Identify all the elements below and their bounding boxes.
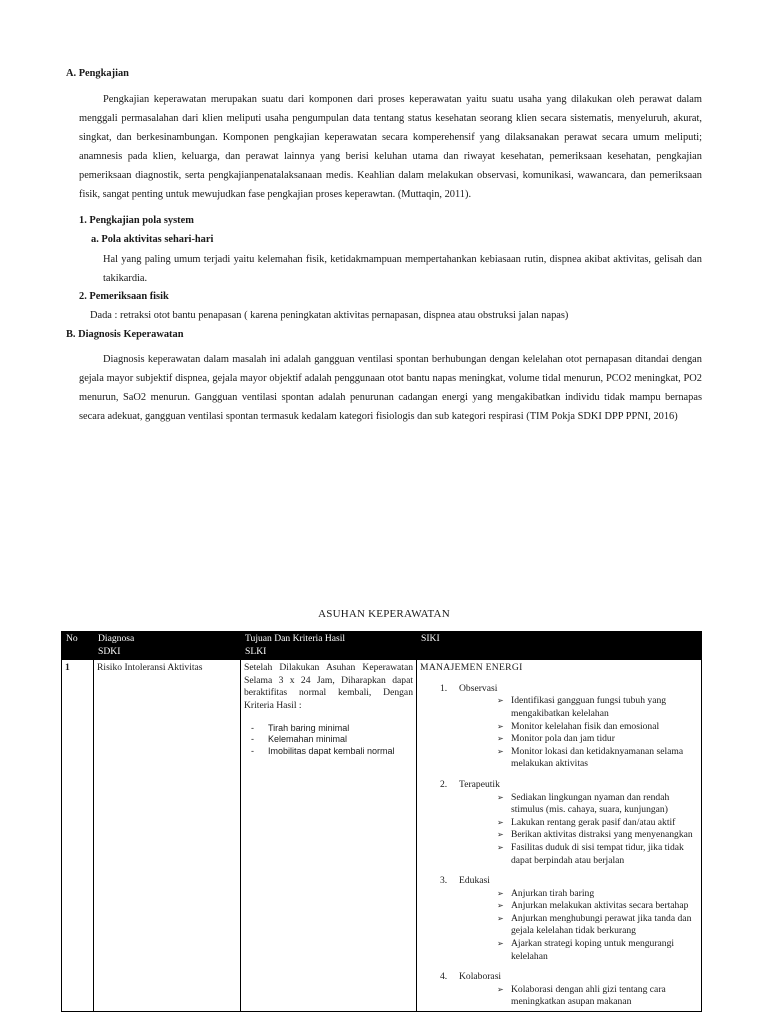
row-diagnosa: Risiko Intoleransi Aktivitas xyxy=(94,660,241,1012)
item-1a-heading: a. Pola aktivitas sehari-hari xyxy=(91,234,214,245)
header-tujuan xyxy=(241,632,417,660)
section-a-paragraph: Pengkajian keperawatan merupakan suatu dari komponen dari proses keperawatan yaitu suatu usaha yang dilakukan oleh perawat dalam menggali permasalahan dari klien meliputi usaha pengumpulan data tentang status kesehatan seorang klien secara sistematis, menyeluruh, akurat, singkat, dan berkesinambungan. Komponen pengkajian keperawatan secara komperehensif yang dilaksanakan perawat secara umum meliputi; anamnesis pada klien, keluarga, dan perawat lainnya yang berisi keluhan utama dan riwayat kesehatan, pemeriksaan kesehatan, pengkajian pemeriksaan diagnostik, serta pengkajianpenatalaksanaan medis. Keahlian dalam melakukan observasi, komunikasi, wawancara, dan pemeriksaan fisik, sangat penting untuk mewujudkan fase pengkajian proses keperawtan. (Muttaqin, 2011). xyxy=(79,94,702,200)
siki-action-text: Berikan aktivitas distraksi yang menyenangkan xyxy=(511,829,693,841)
list-item xyxy=(497,721,698,734)
section-a-title: A. Pengkajian xyxy=(66,68,129,79)
siki-action-text: Ajarkan strategi koping untuk mengurangi kelelahan xyxy=(511,938,675,962)
list-item xyxy=(497,695,698,720)
criteria-text: Kelemahan minimal xyxy=(268,734,348,745)
siki-category-number: 1. xyxy=(440,682,448,694)
siki-category-label: Observasi xyxy=(459,682,498,694)
header-diagnosa-line1: Diagnosa xyxy=(98,633,135,644)
section-b-title: B. Diagnosis Keperawatan xyxy=(66,329,184,340)
siki-action-text: Anjurkan menghubungi perawat jika tanda dan gejala kelelahan tidak berkurang xyxy=(511,912,692,937)
siki-action-list xyxy=(442,792,698,868)
header-diagnosa xyxy=(94,632,241,660)
arrow-bullet-icon: ➢ xyxy=(497,984,504,994)
item-2-heading: 2. Pemeriksaan fisik xyxy=(79,291,169,302)
siki-category xyxy=(420,875,698,963)
siki-action-list xyxy=(442,888,698,964)
siki-category xyxy=(420,683,698,771)
arrow-bullet-icon: ➢ xyxy=(497,939,504,949)
siki-category xyxy=(420,971,698,1009)
list-item xyxy=(497,817,698,830)
siki-category-label: Kolaborasi xyxy=(459,971,502,983)
siki-category-label: Terapeutik xyxy=(459,778,500,790)
siki-category-number: 4. xyxy=(440,971,448,983)
list-item xyxy=(497,842,698,867)
criteria-text: Imobilitas dapat kembali normal xyxy=(268,745,395,756)
list-item xyxy=(497,829,698,842)
siki-category xyxy=(420,779,698,867)
criteria-list xyxy=(244,723,413,758)
header-tujuan-line1: Tujuan Dan Kriteria Hasil xyxy=(245,633,346,644)
siki-categories xyxy=(420,683,698,1009)
arrow-bullet-icon: ➢ xyxy=(497,696,504,706)
list-item xyxy=(497,900,698,913)
slki-text: Setelah Dilakukan Asuhan Keperawatan Selama 3 x 24 Jam, Diharapkan dapat beraktifitas normal kembali, Dengan Kriteria Hasil : xyxy=(244,662,413,711)
section-b-paragraph: Diagnosis keperawatan dalam masalah ini adalah gangguan ventilasi spontan berhubungan dengan kelelahan otot pernapasan ditandai dengan gejala mayor subjektif dispnea, gejala mayor objektif adalah penggunaan otot bantu napas meningkat, volume tidal menurun, PCO2 meningkat, PO2 menurun, SaO2 menurun. Gangguan ventilasi spontan adalah penurunan cadangan energi yang mengakibatkan individu tidak mampu bernapas secara adekuat, gangguan ventilasi spontan termasuk kedalam kategori fisiologis dan sub kategori respirasi (TIM Pokja SDKI DPP PPNI, 2016) xyxy=(79,354,702,422)
row-slki xyxy=(241,660,417,1012)
table-row xyxy=(62,660,702,1012)
arrow-bullet-icon: ➢ xyxy=(497,913,504,923)
siki-heading: MANAJEMEN ENERGI xyxy=(420,662,523,674)
siki-action-text: Sediakan lingkungan nyaman dan rendah stimulus (mis. cahaya, suara, kunjungan) xyxy=(511,791,670,816)
list-item xyxy=(497,888,698,901)
siki-action-text: Anjurkan tirah baring xyxy=(511,887,595,899)
list-item xyxy=(497,733,698,746)
list-item xyxy=(497,913,698,938)
siki-action-text: Monitor kelelahan fisik dan emosional xyxy=(511,720,660,732)
arrow-bullet-icon: ➢ xyxy=(497,721,504,731)
dash-bullet-icon: - xyxy=(251,745,254,756)
arrow-bullet-icon: ➢ xyxy=(497,830,504,840)
dash-bullet-icon: - xyxy=(251,722,254,733)
siki-action-list xyxy=(442,984,698,1009)
header-siki: SIKI xyxy=(417,632,702,660)
siki-category-number: 3. xyxy=(440,875,448,887)
care-plan-title: ASUHAN KEPERAWATAN xyxy=(318,608,450,620)
row-no: 1 xyxy=(62,660,94,1012)
arrow-bullet-icon: ➢ xyxy=(497,746,504,756)
dash-bullet-icon: - xyxy=(251,734,254,745)
criteria-item xyxy=(244,746,413,758)
siki-action-text: Monitor lokasi dan ketidaknyamanan selama melakukan aktivitas xyxy=(511,745,684,770)
list-item xyxy=(497,792,698,817)
siki-category-label: Edukasi xyxy=(459,875,490,887)
siki-action-text: Identifikasi gangguan fungsi tubuh yang mengakibatkan kelelahan xyxy=(511,695,667,719)
arrow-bullet-icon: ➢ xyxy=(497,792,504,802)
list-item xyxy=(497,984,698,1009)
arrow-bullet-icon: ➢ xyxy=(497,901,504,911)
siki-action-text: Lakukan rentang gerak pasif dan/atau aktif xyxy=(511,816,676,828)
criteria-text: Tirah baring minimal xyxy=(268,722,350,733)
siki-action-text: Fasilitas duduk di sisi tempat tidur, jika tidak dapat berpindah atau berjalan xyxy=(511,841,684,866)
arrow-bullet-icon: ➢ xyxy=(497,888,504,898)
list-item xyxy=(497,746,698,771)
criteria-item xyxy=(244,734,413,746)
table-header-row xyxy=(62,632,702,660)
header-no: No xyxy=(62,632,94,660)
siki-category-number: 2. xyxy=(440,778,448,790)
item-1a-text: Hal yang paling umum terjadi yaitu kelemahan fisik, ketidakmampuan mempertahankan kebiasaan rutin, dispnea akibat aktivitas, gelisah dan takikardia. xyxy=(103,254,702,284)
siki-action-text: Anjurkan melakukan aktivitas secara bertahap xyxy=(511,900,689,912)
arrow-bullet-icon: ➢ xyxy=(497,734,504,744)
siki-action-list xyxy=(442,695,698,771)
item-1-heading: 1. Pengkajian pola system xyxy=(79,215,194,226)
siki-action-text: Kolaborasi dengan ahli gizi tentang cara meningkatkan asupan makanan xyxy=(511,983,666,1008)
arrow-bullet-icon: ➢ xyxy=(497,817,504,827)
header-diagnosa-line2: SDKI xyxy=(98,645,121,657)
header-tujuan-line2: SLKI xyxy=(245,645,267,657)
row-siki xyxy=(417,660,702,1012)
item-2-text: Dada : retraksi otot bantu penapasan ( karena peningkatan aktivitas pernapasan, dispnea atau obstruksi jalan napas) xyxy=(90,310,569,321)
siki-action-text: Monitor pola dan jam tidur xyxy=(511,733,615,745)
arrow-bullet-icon: ➢ xyxy=(497,842,504,852)
list-item xyxy=(497,938,698,963)
care-plan-table xyxy=(61,631,702,1012)
criteria-item xyxy=(244,723,413,735)
